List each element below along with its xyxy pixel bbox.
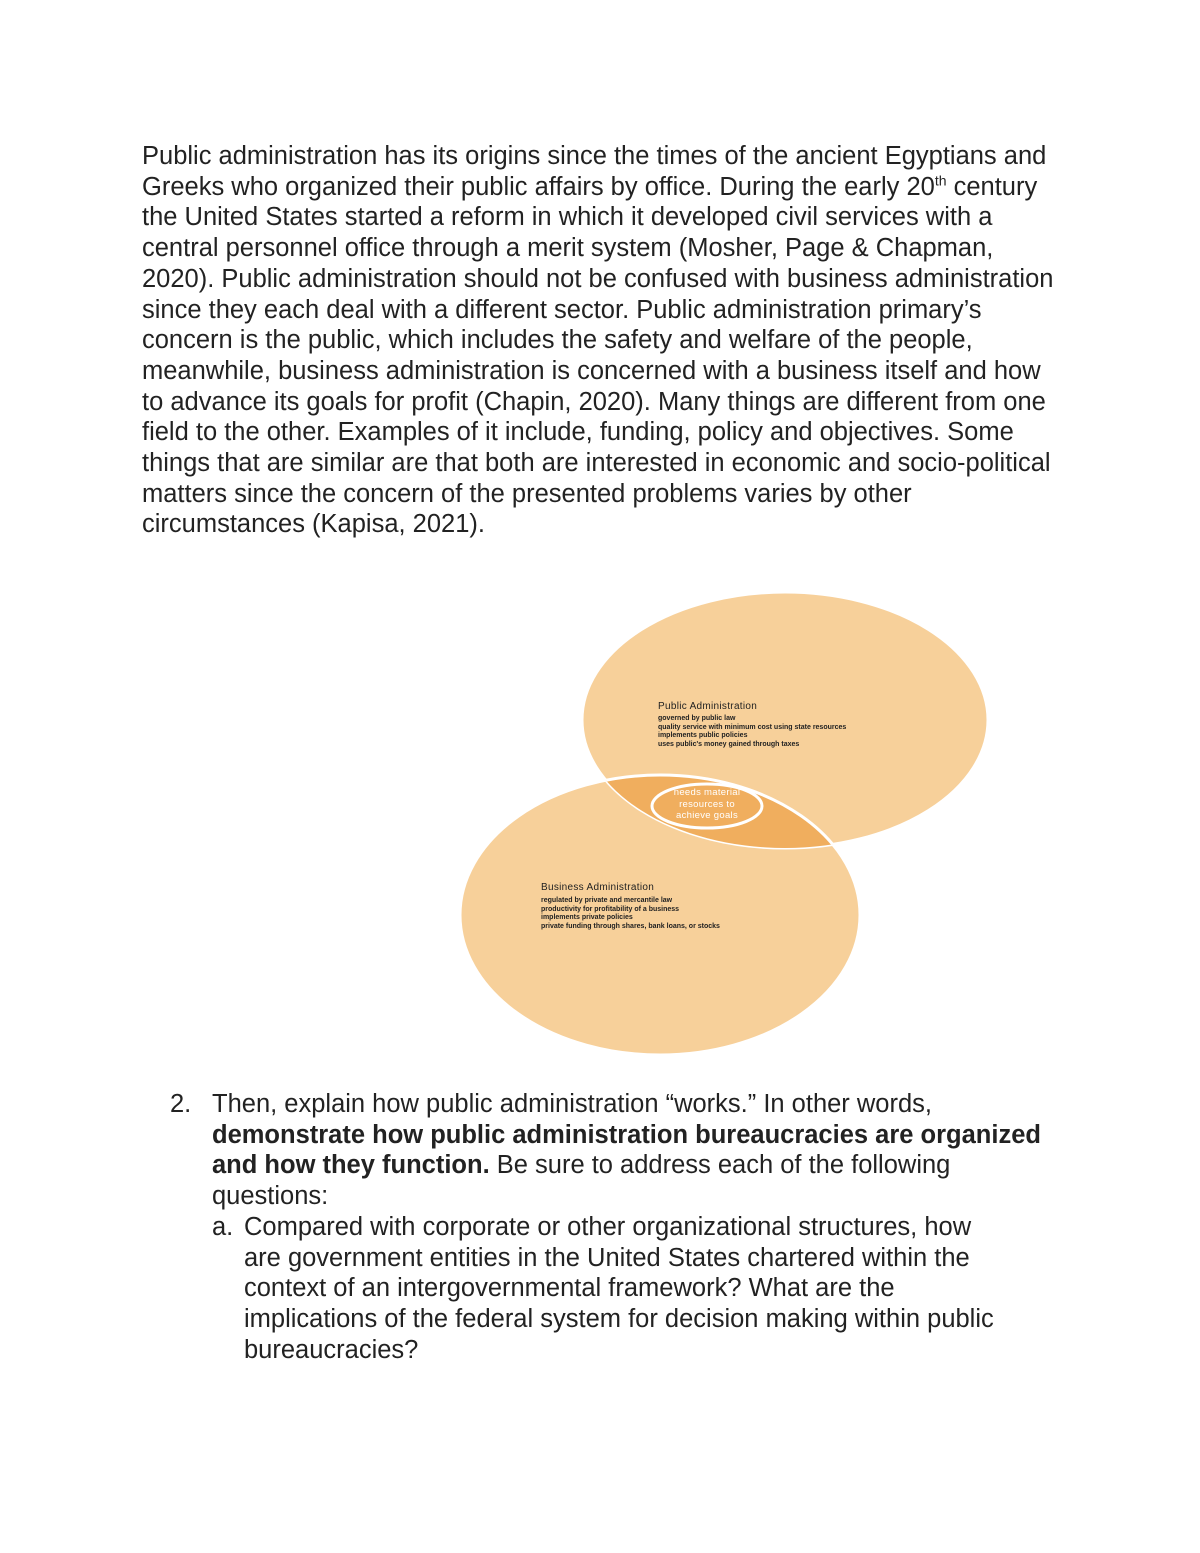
business-item: regulated by private and mercantile law xyxy=(541,897,673,904)
sub-list-text: Compared with corporate or other organizational structures, how are government entities in the United States chartered within the context of an intergovernmental framework? What are the implications of the federal system for decision making within public bureaucracies? xyxy=(244,1212,994,1364)
business-item: productivity for profitability of a business xyxy=(541,905,680,913)
body-paragraph xyxy=(142,141,1067,540)
shared-trait-line: resources to xyxy=(679,798,735,810)
shared-trait-line: achieve goals xyxy=(676,810,738,821)
paragraph-part-1: Public administration has its origins since the times of the ancient Egyptians and Greeks who organized their public affairs by office. During the early 20 xyxy=(142,142,1047,201)
shared-trait-line: needs material xyxy=(673,787,741,798)
assignment-list xyxy=(170,1089,1050,1365)
public-administration-title: Public Administration xyxy=(658,701,758,712)
list-number: 2. xyxy=(170,1090,192,1118)
sub-list-letter: a. xyxy=(212,1212,234,1241)
business-administration-title: Business Administration xyxy=(541,882,655,893)
sub-list-item xyxy=(212,1212,994,1366)
public-item: governed by public law xyxy=(658,715,736,722)
public-administration-label xyxy=(658,701,846,749)
business-item: implements private policies xyxy=(541,914,633,922)
business-administration-label xyxy=(541,882,720,931)
ordinal-superscript: th xyxy=(934,172,947,189)
public-administration-items xyxy=(658,715,846,749)
list-item xyxy=(170,1089,1050,1212)
list-item-text: Then, explain how public administration “works.” In other words, xyxy=(212,1090,932,1118)
business-item: private funding through shares, bank loans, or stocks xyxy=(541,922,720,930)
public-item: quality service with minimum cost using state resources xyxy=(658,723,847,731)
business-administration-items xyxy=(541,897,720,931)
paragraph-part-2: century the United States started a reform in which it developed civil services with a central personnel office through a merit system (Mosher, Page & Chapman, 2020). Public administration should not be confused with business administration since they each deal with a different sector. Public administration primary’s concern is the public, which includes the safety and welfare of the people, meanwhile, business administration is concerned with a business itself and how to advance its goals for profit (Chapin, 2020). Many things are different from one field to the other. Examples of it include, funding, policy and objectives. Some things that are similar are that both are interested in economic and socio-political matters since the concern of the presented problems varies by other circumstances (Kapisa, 2021). xyxy=(142,172,1054,539)
list-item-bold-text: demonstrate how public administration bureaucracies are organized and how they function. xyxy=(212,1120,1041,1180)
public-item: uses public's money gained through taxes xyxy=(658,740,800,748)
shared-trait-label xyxy=(655,787,759,822)
venn-diagram xyxy=(455,580,1015,1060)
list-item-text-end: Be sure to address each of the following questions: xyxy=(212,1151,951,1211)
public-item: implements public policies xyxy=(658,732,748,740)
